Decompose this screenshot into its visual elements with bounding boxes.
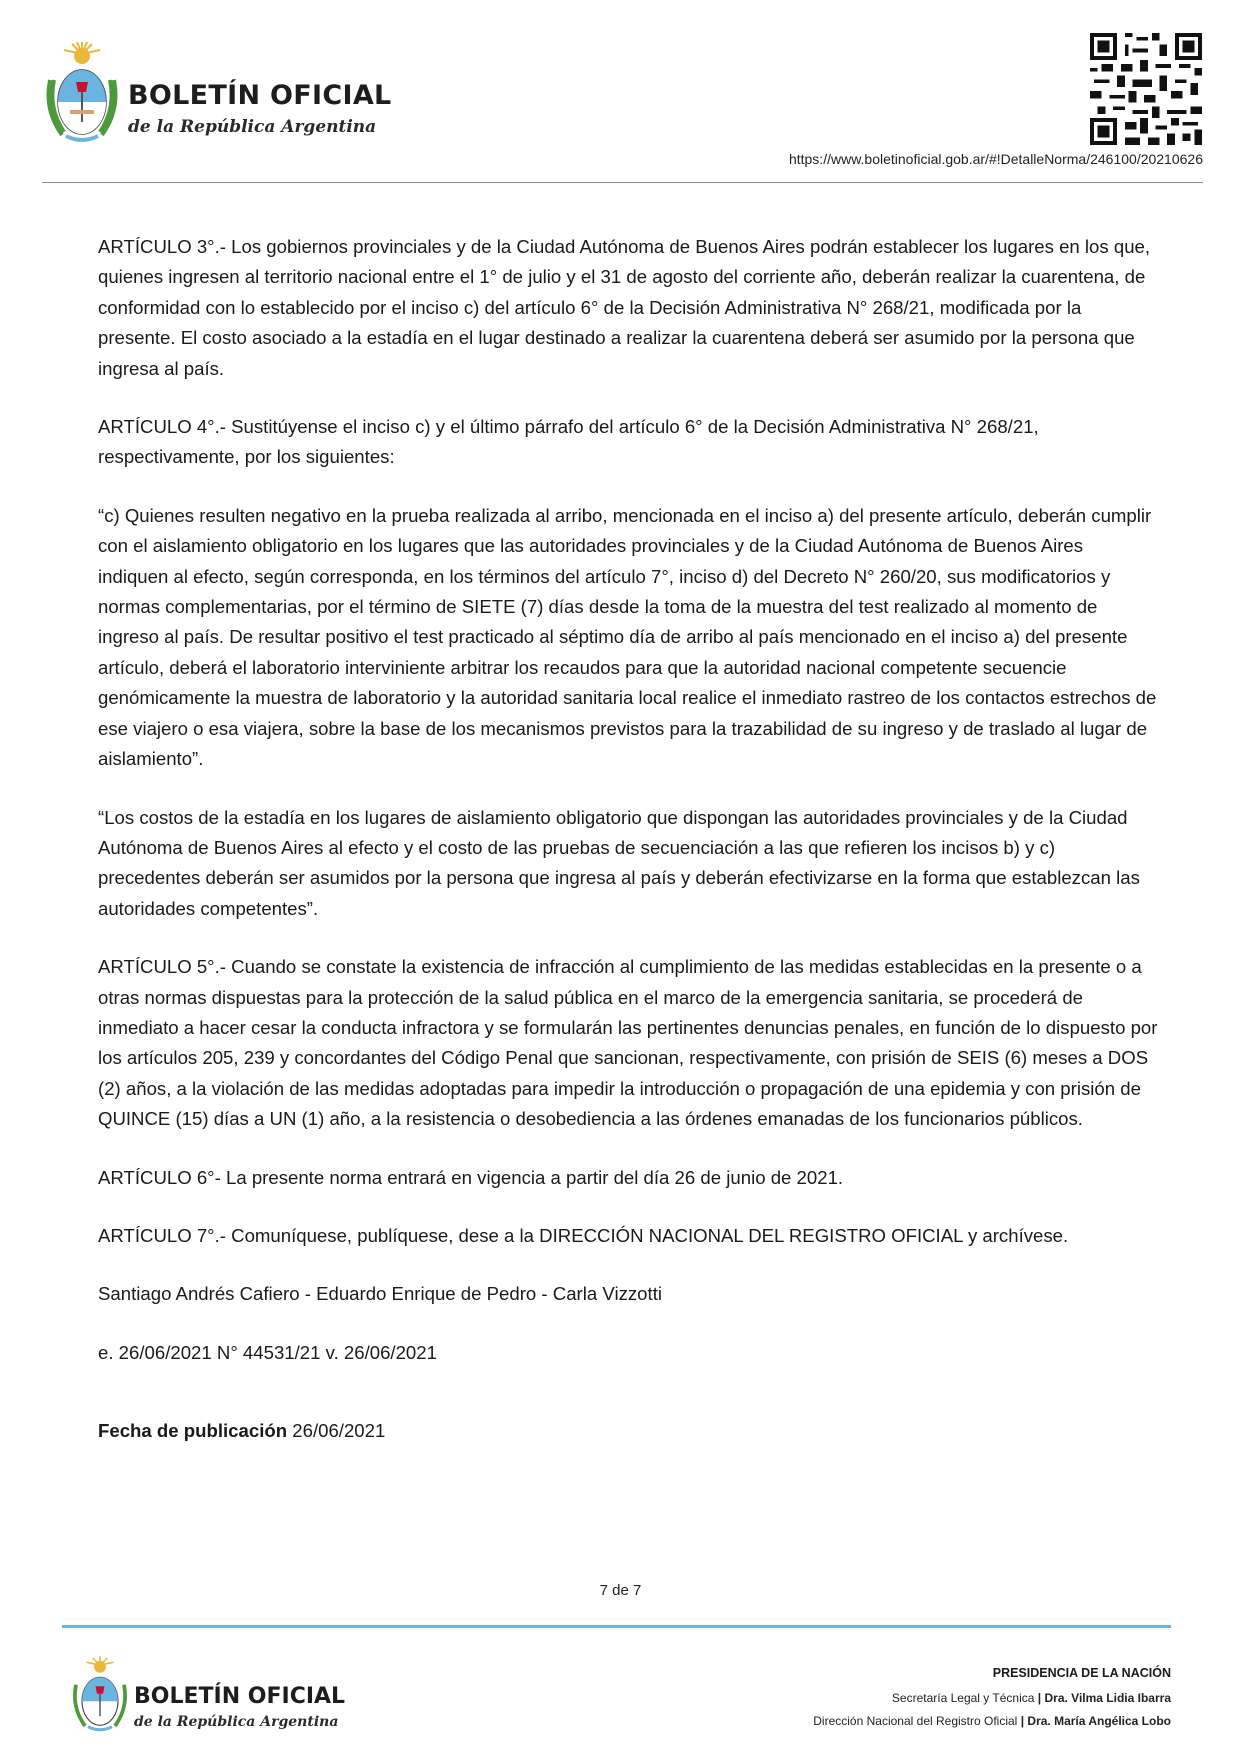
qr-code-icon — [1090, 33, 1202, 145]
signatories: Santiago Andrés Cafiero - Eduardo Enrique de Pedro - Carla Vizzotti — [98, 1283, 662, 1305]
page-number: 7 de 7 — [599, 1582, 642, 1599]
logo-title: BOLETÍN OFICIAL — [128, 80, 392, 111]
secretaria-label: Secretaría Legal y Técnica — [891, 1691, 1035, 1705]
footer-divider — [62, 1625, 1171, 1628]
article-4-inciso-c: “c) Quienes resulten negativo en la prueba realizada al arribo, mencionada en el inciso a) del presente artículo, deberán cumplir con el aislamiento obligatorio en los lugares que las autoridades provinciales y de la Ciudad Autónoma de Buenos Aires indiquen al efecto, según corresponda, en los términos del artículo 7°, inciso d) del Decreto N° 260/20, sus modificatorios y normas complementarias, por el término de SIETE (7) días desde la toma de la muestra del test realizado al momento de ingreso al país. De resultar positivo el test practicado al séptimo día de arribo al país mencionado en el inciso a) del presente artículo, deberá el laboratorio interviniente arbitrar los recaudos para que la autoridad nacional competente secuencie genómicamente la muestra de laboratorio y la autoridad sanitaria local realice el inmediato rastreo de los contactos estrechos de ese viajero o esa viajera, sobre la base de los mecanismos previstos para la trazabilidad de su ingreso y de traslado al lugar de aislamiento”. — [98, 504, 1157, 770]
document-url: https://www.boletinoficial.gob.ar/#!DetalleNorma/246100/20210626 — [788, 151, 1203, 167]
page-header — [0, 0, 1241, 190]
secretaria-name: Dra. Vilma Lidia Ibarra — [1044, 1691, 1171, 1705]
footer-coat-of-arms-icon — [70, 1650, 130, 1742]
footer-credit-line-1 — [813, 1691, 1171, 1705]
logo-subtitle: de la República Argentina — [128, 117, 377, 137]
credit-separator: | — [1037, 1691, 1042, 1705]
publication-reference: e. 26/06/2021 N° 44531/21 v. 26/06/2021 — [98, 1341, 437, 1363]
footer-boletin-logo — [70, 1650, 370, 1742]
article-7: ARTÍCULO 7°.- Comuníquese, publíquese, dese a la DIRECCIÓN NACIONAL DEL REGISTRO OFICIAL y archívese. — [98, 1224, 1069, 1246]
boletin-logo — [42, 40, 422, 150]
footer-credits — [813, 1666, 1171, 1737]
coat-of-arms-icon — [42, 40, 122, 150]
footer-logo-title: BOLETÍN OFICIAL — [134, 1684, 346, 1709]
publication-date-value: 26/06/2021 — [292, 1420, 386, 1442]
article-4-ultimo-parrafo: “Los costos de la estadía en los lugares de aislamiento obligatorio que dispongan las autoridades provinciales y de la Ciudad Autónoma de Buenos Aires al efecto y el costo de las pruebas de secuenciación a las que refieren los incisos b) y c) precedentes deberán ser asumidos por la persona que ingresa al país y deberán efectivizarse en la forma que establezcan las autoridades competentes”. — [98, 806, 1140, 919]
footer-credit-line-2 — [813, 1714, 1171, 1728]
header-divider — [42, 182, 1203, 183]
publication-date-label: Fecha de publicación — [98, 1420, 288, 1442]
article-4: ARTÍCULO 4°.- Sustitúyense el inciso c) y el último párrafo del artículo 6° de la Decisión Administrativa N° 268/21, respectivamente, por los siguientes: — [98, 416, 1039, 468]
document-body — [98, 232, 1158, 1475]
direccion-name: Dra. María Angélica Lobo — [1027, 1714, 1171, 1728]
presidency-label: PRESIDENCIA DE LA NACIÓN — [992, 1666, 1171, 1680]
article-5: ARTÍCULO 5°.- Cuando se constate la existencia de infracción al cumplimiento de las medidas establecidas en la presente o a otras normas dispuestas para la protección de la salud pública en el marco de la emergencia sanitaria, se procederá de inmediato a hacer cesar la conducta infractora y se formularán las pertinentes denuncias penales, en función de lo dispuesto por los artículos 205, 239 y concordantes del Código Penal que sancionan, respectivamente, con prisión de SEIS (6) meses a DOS (2) años, a la violación de las medidas adoptadas para impedir la introducción o propagación de una epidemia y con prisión de QUINCE (15) días a UN (1) año, a la resistencia o desobediencia a las órdenes emanadas de los funcionarios públicos. — [98, 956, 1158, 1130]
footer-logo-subtitle: de la República Argentina — [134, 1714, 339, 1730]
article-6: ARTÍCULO 6°- La presente norma entrará en vigencia a partir del día 26 de junio de 2021. — [98, 1166, 844, 1188]
credit-separator: | — [1020, 1714, 1025, 1728]
direccion-label: Dirección Nacional del Registro Oficial — [813, 1714, 1018, 1728]
article-3: ARTÍCULO 3°.- Los gobiernos provinciales y de la Ciudad Autónoma de Buenos Aires podrán establecer los lugares en los que, quienes ingresen al territorio nacional entre el 1° de julio y el 31 de agosto del corriente año, deberán realizar la cuarentena, de conformidad con lo establecido por el inciso c) del artículo 6° de la Decisión Administrativa N° 268/21, modificada por la presente. El costo asociado a la estadía en el lugar destinado a realizar la cuarentena deberá ser asumido por la persona que ingresa al país. — [98, 236, 1151, 379]
publication-date — [98, 1416, 1158, 1446]
